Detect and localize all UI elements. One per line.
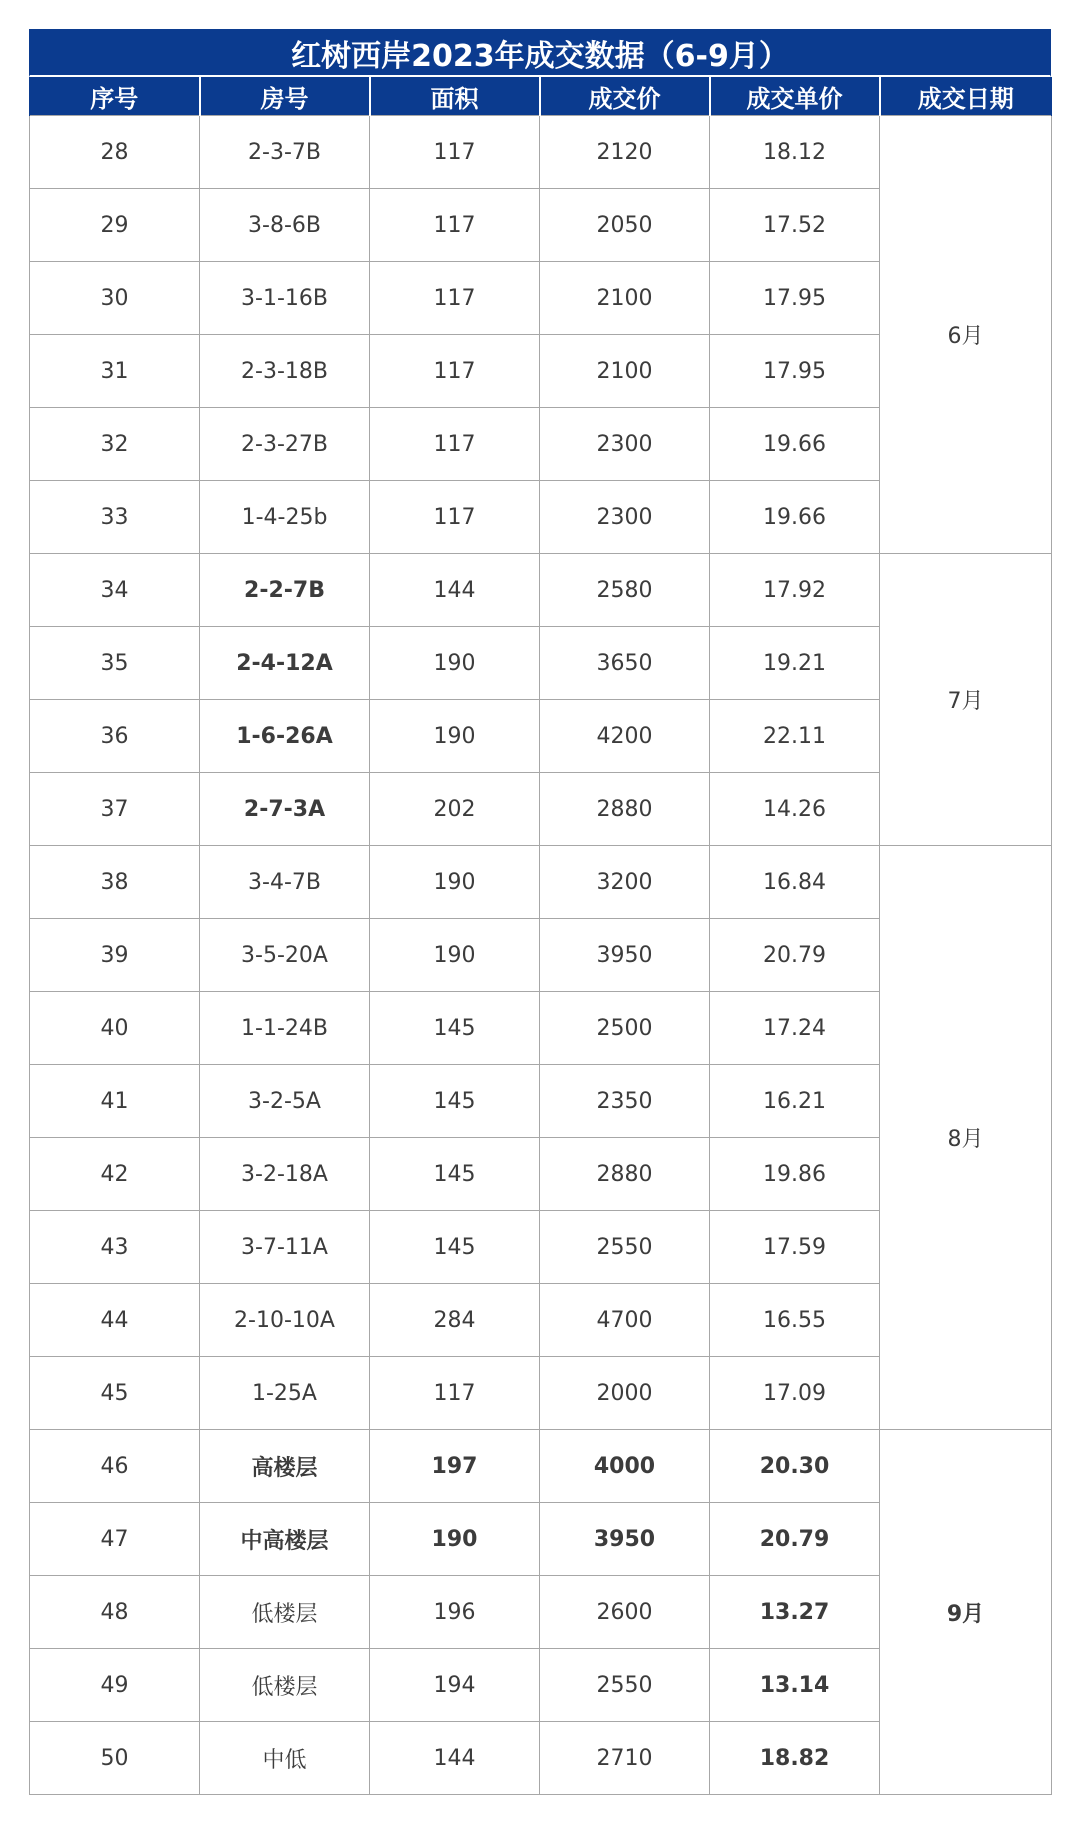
cell-unit-price: 16.84 (710, 846, 880, 919)
cell-price: 2350 (540, 1065, 710, 1138)
cell-area: 145 (370, 1065, 540, 1138)
cell-price: 2710 (540, 1722, 710, 1795)
cell-no: 44 (30, 1284, 200, 1357)
header-unit-price: 成交单价 (710, 77, 880, 116)
cell-area: 194 (370, 1649, 540, 1722)
header-room: 房号 (200, 77, 370, 116)
cell-room: 低楼层 (200, 1576, 370, 1649)
cell-unit-price: 20.30 (710, 1430, 880, 1503)
cell-unit-price: 20.79 (710, 1503, 880, 1576)
cell-unit-price: 19.86 (710, 1138, 880, 1211)
cell-area: 145 (370, 1211, 540, 1284)
cell-price: 4200 (540, 700, 710, 773)
cell-no: 35 (30, 627, 200, 700)
table-title: 红树西岸2023年成交数据（6-9月） (29, 29, 1051, 77)
cell-area: 117 (370, 116, 540, 189)
cell-room: 2-7-3A (200, 773, 370, 846)
cell-unit-price: 16.55 (710, 1284, 880, 1357)
cell-no: 29 (30, 189, 200, 262)
cell-no: 30 (30, 262, 200, 335)
header-area: 面积 (370, 77, 540, 116)
table-row (30, 554, 1052, 627)
cell-room: 1-1-24B (200, 992, 370, 1065)
cell-room: 高楼层 (200, 1430, 370, 1503)
sales-table (29, 77, 1052, 1795)
cell-area: 202 (370, 773, 540, 846)
cell-no: 38 (30, 846, 200, 919)
cell-area: 145 (370, 1138, 540, 1211)
cell-room: 2-3-18B (200, 335, 370, 408)
cell-price: 3950 (540, 919, 710, 992)
cell-area: 190 (370, 627, 540, 700)
cell-room: 2-2-7B (200, 554, 370, 627)
header-price: 成交价 (540, 77, 710, 116)
cell-unit-price: 19.21 (710, 627, 880, 700)
cell-unit-price: 18.12 (710, 116, 880, 189)
cell-room: 1-4-25b (200, 481, 370, 554)
cell-unit-price: 22.11 (710, 700, 880, 773)
cell-no: 34 (30, 554, 200, 627)
table-header (30, 77, 1052, 116)
header-row (30, 77, 1052, 116)
cell-room: 2-4-12A (200, 627, 370, 700)
cell-price: 2880 (540, 773, 710, 846)
table-row (30, 846, 1052, 919)
cell-area: 117 (370, 481, 540, 554)
cell-room: 1-6-26A (200, 700, 370, 773)
cell-area: 117 (370, 335, 540, 408)
cell-area: 144 (370, 554, 540, 627)
cell-area: 117 (370, 262, 540, 335)
cell-price: 2120 (540, 116, 710, 189)
cell-no: 33 (30, 481, 200, 554)
cell-no: 47 (30, 1503, 200, 1576)
cell-area: 196 (370, 1576, 540, 1649)
cell-price: 2050 (540, 189, 710, 262)
cell-price: 2580 (540, 554, 710, 627)
cell-unit-price: 17.24 (710, 992, 880, 1065)
cell-no: 32 (30, 408, 200, 481)
cell-room: 1-25A (200, 1357, 370, 1430)
cell-area: 145 (370, 992, 540, 1065)
cell-price: 2550 (540, 1211, 710, 1284)
cell-area: 190 (370, 919, 540, 992)
cell-unit-price: 19.66 (710, 481, 880, 554)
cell-price: 2880 (540, 1138, 710, 1211)
cell-no: 50 (30, 1722, 200, 1795)
header-no: 序号 (30, 77, 200, 116)
cell-room: 中低 (200, 1722, 370, 1795)
table-body (30, 116, 1052, 1795)
cell-room: 2-10-10A (200, 1284, 370, 1357)
table-row (30, 1430, 1052, 1503)
cell-area: 190 (370, 700, 540, 773)
cell-room: 3-2-5A (200, 1065, 370, 1138)
cell-no: 41 (30, 1065, 200, 1138)
cell-room: 2-3-27B (200, 408, 370, 481)
cell-room: 3-7-11A (200, 1211, 370, 1284)
cell-unit-price: 17.92 (710, 554, 880, 627)
cell-no: 39 (30, 919, 200, 992)
cell-no: 49 (30, 1649, 200, 1722)
cell-room: 中高楼层 (200, 1503, 370, 1576)
cell-unit-price: 17.09 (710, 1357, 880, 1430)
cell-month: 9月 (880, 1430, 1052, 1795)
cell-room: 3-5-20A (200, 919, 370, 992)
cell-area: 117 (370, 189, 540, 262)
cell-price: 2300 (540, 408, 710, 481)
cell-unit-price: 13.14 (710, 1649, 880, 1722)
cell-price: 2100 (540, 335, 710, 408)
cell-price: 2000 (540, 1357, 710, 1430)
cell-room: 低楼层 (200, 1649, 370, 1722)
cell-no: 40 (30, 992, 200, 1065)
cell-no: 46 (30, 1430, 200, 1503)
cell-price: 4700 (540, 1284, 710, 1357)
cell-area: 190 (370, 846, 540, 919)
cell-area: 197 (370, 1430, 540, 1503)
cell-month: 6月 (880, 116, 1052, 554)
cell-unit-price: 17.59 (710, 1211, 880, 1284)
cell-no: 45 (30, 1357, 200, 1430)
cell-room: 3-8-6B (200, 189, 370, 262)
cell-price: 2600 (540, 1576, 710, 1649)
cell-price: 3200 (540, 846, 710, 919)
cell-unit-price: 17.95 (710, 262, 880, 335)
cell-month: 7月 (880, 554, 1052, 846)
cell-unit-price: 17.52 (710, 189, 880, 262)
cell-area: 117 (370, 1357, 540, 1430)
cell-area: 117 (370, 408, 540, 481)
cell-room: 3-4-7B (200, 846, 370, 919)
cell-area: 284 (370, 1284, 540, 1357)
cell-unit-price: 16.21 (710, 1065, 880, 1138)
cell-price: 2550 (540, 1649, 710, 1722)
cell-area: 144 (370, 1722, 540, 1795)
cell-no: 48 (30, 1576, 200, 1649)
cell-price: 3950 (540, 1503, 710, 1576)
cell-unit-price: 14.26 (710, 773, 880, 846)
cell-unit-price: 20.79 (710, 919, 880, 992)
cell-unit-price: 19.66 (710, 408, 880, 481)
cell-no: 36 (30, 700, 200, 773)
cell-area: 190 (370, 1503, 540, 1576)
cell-room: 3-1-16B (200, 262, 370, 335)
cell-price: 2300 (540, 481, 710, 554)
table-row (30, 116, 1052, 189)
cell-room: 2-3-7B (200, 116, 370, 189)
cell-unit-price: 13.27 (710, 1576, 880, 1649)
cell-unit-price: 17.95 (710, 335, 880, 408)
sales-table-panel (29, 29, 1051, 1795)
header-date: 成交日期 (880, 77, 1052, 116)
cell-no: 31 (30, 335, 200, 408)
cell-no: 42 (30, 1138, 200, 1211)
cell-month: 8月 (880, 846, 1052, 1430)
cell-price: 2100 (540, 262, 710, 335)
cell-no: 43 (30, 1211, 200, 1284)
cell-price: 4000 (540, 1430, 710, 1503)
cell-price: 2500 (540, 992, 710, 1065)
cell-unit-price: 18.82 (710, 1722, 880, 1795)
cell-no: 37 (30, 773, 200, 846)
cell-no: 28 (30, 116, 200, 189)
cell-price: 3650 (540, 627, 710, 700)
cell-room: 3-2-18A (200, 1138, 370, 1211)
